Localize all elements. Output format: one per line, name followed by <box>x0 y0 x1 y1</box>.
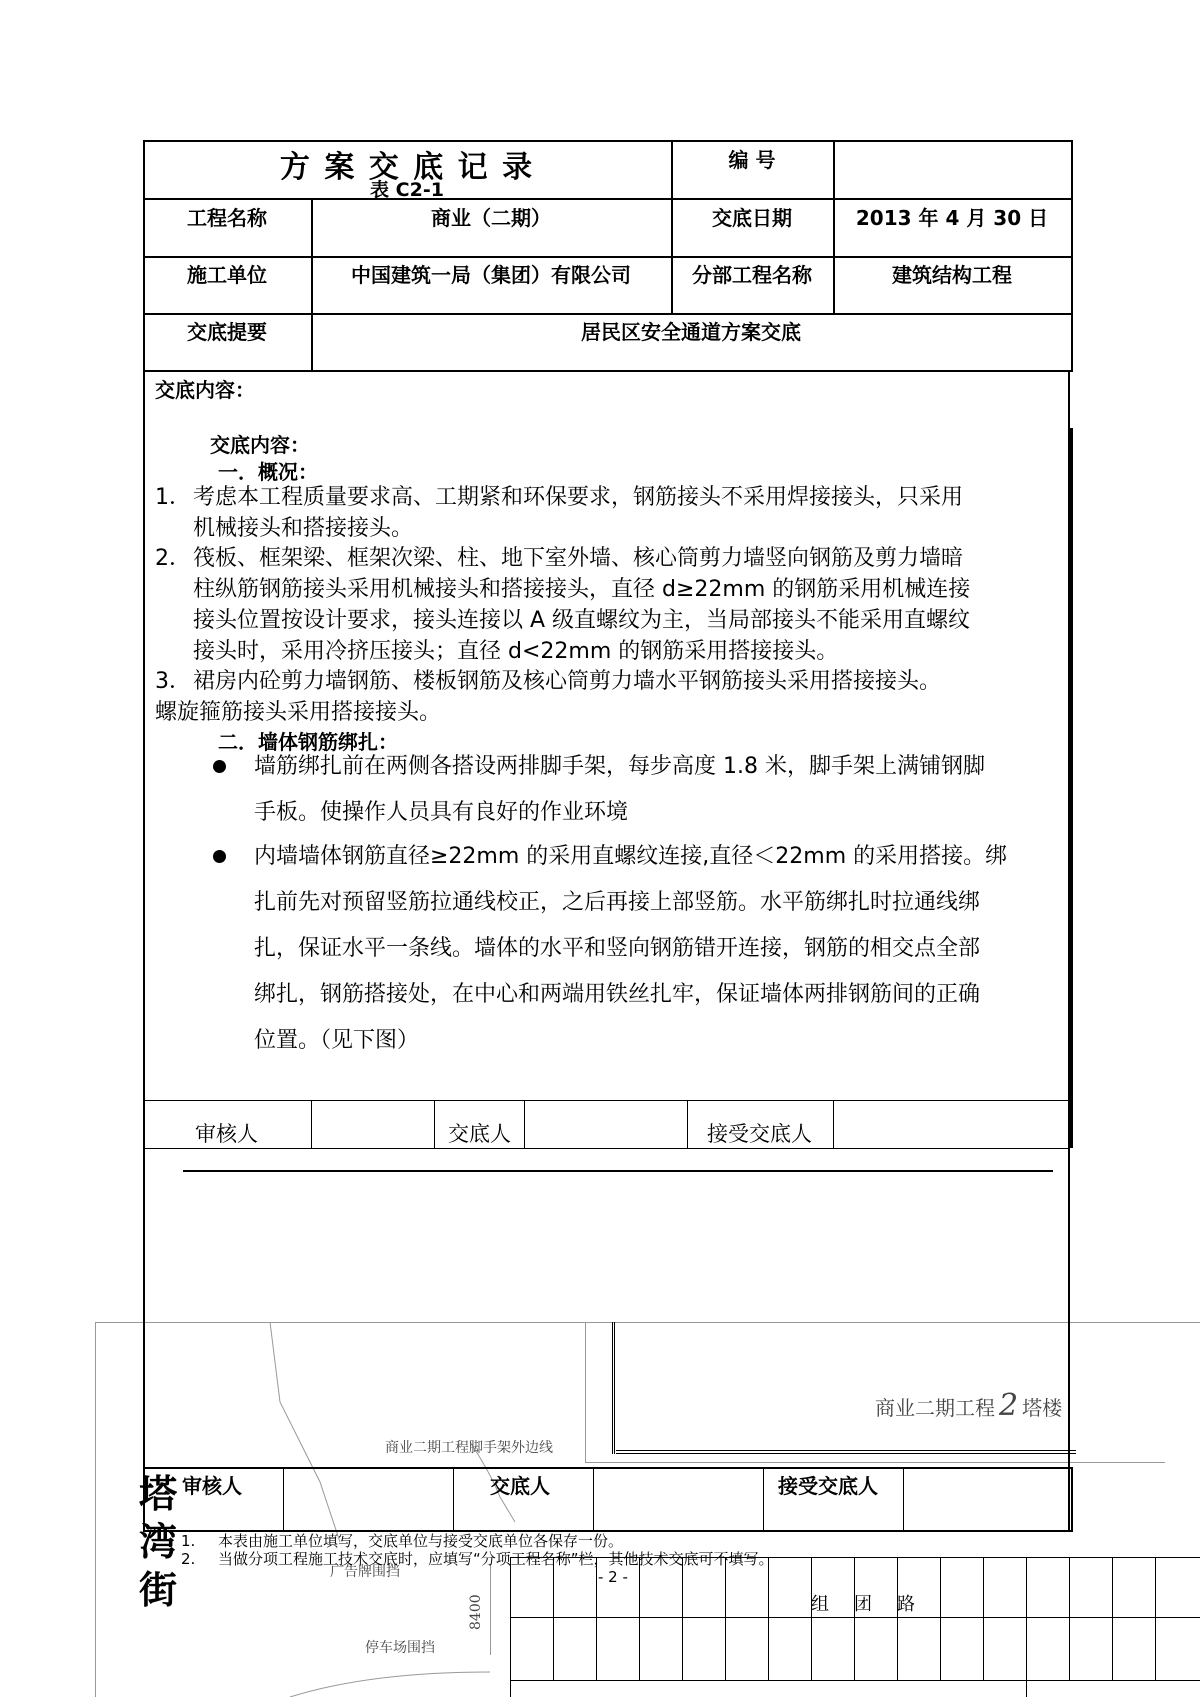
list-item-line: 接头时，采用冷挤压接头；直径 d<22mm 的钢筋采用搭接接头。 <box>193 639 839 664</box>
number-label: 编 号 <box>728 148 776 172</box>
number-value[interactable] <box>840 144 1065 184</box>
list-item-line: 筏板、框架梁、框架次梁、柱、地下室外墙、核心筒剪力墙竖向钢筋及剪力墙暗 <box>193 546 964 571</box>
bullet-line: 内墙墙体钢筋直径≥22mm 的采用直螺纹连接,直径＜22mm 的采用搭接。绑 <box>254 844 1008 869</box>
list-item-num: 2． <box>155 546 191 571</box>
bullet-line: 绑扎，钢筋搭接处，在中心和两端用铁丝扎牢，保证墙体两排钢筋间的正确 <box>254 982 981 1007</box>
form-title: 方 案 交 底 记 录 <box>279 150 535 185</box>
divider-line <box>183 1170 1053 1172</box>
section1-title: 一．概况： <box>218 460 318 484</box>
billboard-label: 广告牌围挡 <box>330 1564 400 1580</box>
bullet-icon <box>213 850 226 863</box>
footnote-num: 1. <box>181 1532 196 1550</box>
dimension-line <box>490 1565 491 1655</box>
bullet-line: 墙筋绑扎前在两侧各搭设两排脚手架，每步高度 1.8 米，脚手架上满铺钢脚 <box>254 754 985 779</box>
list-item-line: 裙房内砼剪力墙钢筋、楼板钢筋及核心筒剪力墙水平钢筋接头采用搭接接头。 <box>193 669 942 694</box>
road-char-2: 团 <box>854 1594 872 1615</box>
summary-label: 交底提要 <box>187 320 267 344</box>
date-label: 交底日期 <box>712 206 792 230</box>
dimension-label: 8400 <box>468 1594 484 1630</box>
scaffold-line-h <box>585 1462 1165 1463</box>
contractor-value: 中国建筑一局（集团）有限公司 <box>351 263 631 287</box>
bullet-line: 扎，保证水平一条线。墙体的水平和竖向钢筋错开连接，钢筋的相交点全部 <box>254 936 981 961</box>
content-sub-label: 交底内容： <box>210 433 310 457</box>
building-outline-bottom <box>616 1450 1076 1454</box>
list-item-line: 柱纵筋钢筋接头采用机械接头和搭接接头，直径 d≥22mm 的钢筋采用机械连接 <box>193 577 971 602</box>
list-item-line: 接头位置按设计要求，接头连接以 A 级直螺纹为主，当局部接头不能采用直螺纹 <box>193 608 971 633</box>
drawing-frame-left <box>95 1322 96 1697</box>
list-item-num: 1． <box>155 485 191 510</box>
receiver-label-top: 接受交底人 <box>707 1122 812 1146</box>
bullet-line: 扎前先对预留竖筋拉通线校正，之后再接上部竖筋。水平筋绑扎时拉通线绑 <box>254 890 981 915</box>
subproject-label: 分部工程名称 <box>692 263 812 287</box>
reviewer-label-top: 审核人 <box>195 1122 258 1146</box>
project-value: 商业（二期） <box>431 206 551 230</box>
project-label: 工程名称 <box>187 206 267 230</box>
reviewer-label-bottom: 审核人 <box>182 1474 242 1498</box>
receiver-label-bottom: 接受交底人 <box>778 1474 878 1498</box>
street-label: 塔湾街 <box>138 1472 177 1612</box>
date-value: 2013 年 4 月 30 日 <box>855 206 1049 230</box>
discloser-label-top: 交底人 <box>448 1122 511 1146</box>
section2-title: 二．墙体钢筋绑扎： <box>218 730 398 754</box>
list-item-num: 3． <box>155 669 191 694</box>
contractor-label: 施工单位 <box>187 263 267 287</box>
extra-line: 螺旋箍筋接头采用搭接接头。 <box>155 700 442 725</box>
form-code: 表 C2-1 <box>370 179 444 201</box>
subproject-value: 建筑结构工程 <box>892 263 1012 287</box>
parking-label: 停车场围挡 <box>365 1640 435 1656</box>
bullet-line: 位置。（见下图） <box>254 1028 420 1053</box>
bullet-line: 手板。使操作人员具有良好的作业环境 <box>254 800 629 825</box>
list-item-line: 考虑本工程质量要求高、工期紧和环保要求，钢筋接头不采用焊接接头，只采用 <box>193 485 964 510</box>
road-char-3: 路 <box>897 1594 915 1615</box>
bullet-icon <box>213 760 226 773</box>
building-label: 商业二期工程 2 塔楼 <box>875 1388 1063 1423</box>
scaffold-label: 商业二期工程脚手架外边线 <box>385 1440 553 1456</box>
content-label: 交底内容： <box>155 378 255 402</box>
discloser-label-bottom: 交底人 <box>490 1474 550 1498</box>
footnote-text: 当做分项工程施工技术交底时，应填写“分项工程名称”栏，其他技术交底可不填写。 <box>218 1550 774 1568</box>
footnote-num: 2. <box>181 1550 196 1568</box>
summary-value: 居民区安全通道方案交底 <box>581 320 801 344</box>
road-char-1: 组 <box>811 1594 829 1615</box>
list-item-line: 机械接头和搭接接头。 <box>193 516 414 541</box>
footnote-text: 本表由施工单位填写，交底单位与接受交底单位各保存一份。 <box>218 1532 624 1550</box>
building-outline-left <box>612 1322 619 1454</box>
page-number: - 2 - <box>598 1568 628 1586</box>
